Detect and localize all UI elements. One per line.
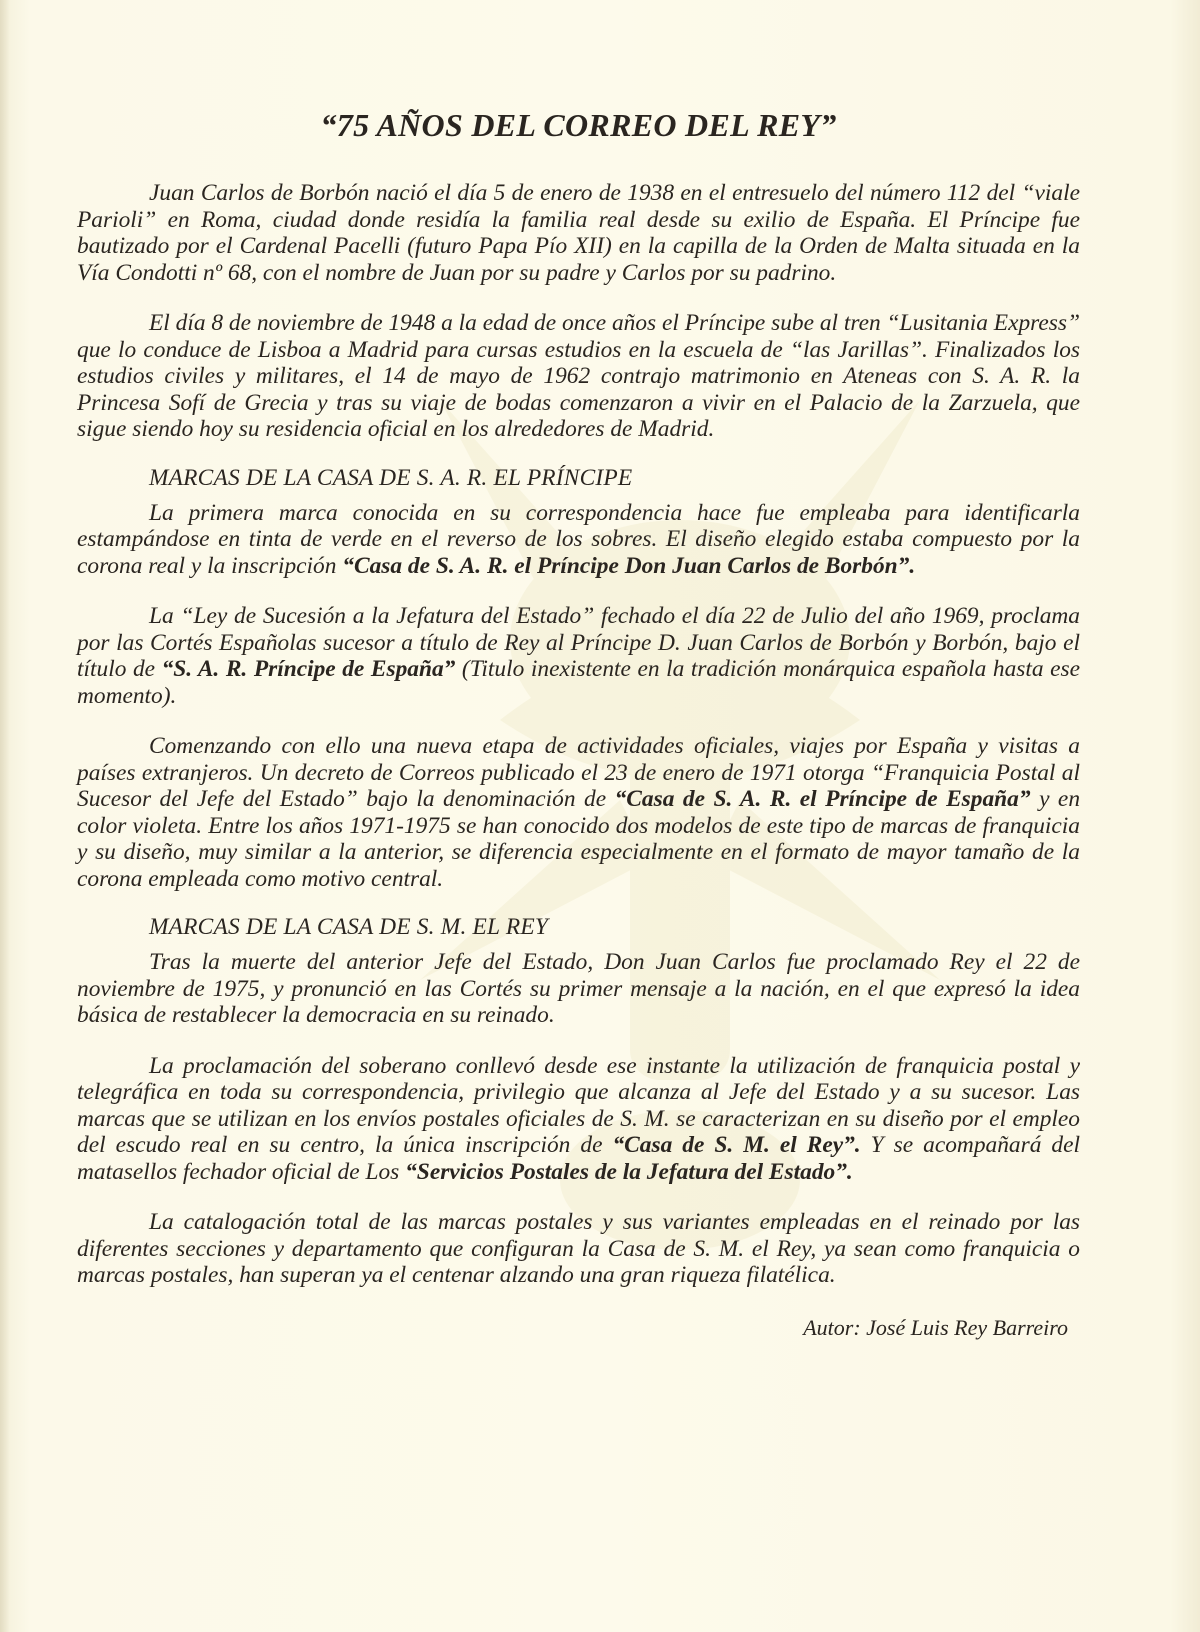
- text-run: El día 8 de noviembre de 1948 a la edad de once años el Príncipe sube al tren “Lusitania Express” que lo conduce de Lisboa a Madrid para cursas estudios en la escuela de “las Jarillas”. Finalizados los estudios civiles y militares, el 14 de mayo de 1962 contrajo matrimonio en Ateneas con S. A. R. la Princesa Sofí de Grecia y tras su viaje de bodas comenzaron a vivir en el Palacio de la Zarzuela, que sigue siendo hoy su residencia oficial en los alrededores de Madrid.: [77, 310, 1080, 442]
- author-line: Autor: José Luis Rey Barreiro: [803, 1314, 1068, 1340]
- paragraph: [77, 733, 1080, 892]
- document-content: [77, 106, 1080, 1341]
- bold-text-run: “Casa de S. M. el Rey”.: [612, 1132, 861, 1158]
- bold-text-run: “Casa de S. A. R. el Príncipe de España”: [614, 786, 1031, 812]
- page-fold-shadow: [0, 0, 10, 1632]
- text-run: Y se acompañará del matasellos fechador oficial de Los: [77, 1132, 1080, 1185]
- paragraph: [77, 1209, 1080, 1289]
- text-run: Tras la muerte del anterior Jefe del Estado, Don Juan Carlos fue proclamado Rey el 22 de noviembre de 1975, y pronunció en las Cortés su primer mensaje a la nación, en el que expresó la idea básica de restablecer la democracia en su reinado.: [77, 949, 1080, 1028]
- text-run: Juan Carlos de Borbón nació el día 5 de enero de 1938 en el entresuelo del número 112 del “viale Parioli” en Roma, ciudad donde residía la familia real desde su exilio de España. El Príncipe fue bautizado por el Cardenal Pacelli (futuro Papa Pío XII) en la capilla de la Orden de Malta situada en la Vía Condotti nº 68, con el nombre de Juan por su padre y Carlos por su padrino.: [77, 180, 1080, 286]
- section-heading: MARCAS DE LA CASA DE S. M. EL REY: [149, 914, 549, 940]
- text-run: Comenzando con ello una nueva etapa de actividades oficiales, viajes por España y visitas a países extranjeros. Un decreto de Correos publicado el 23 de enero de 1971 otorga “Franquicia Postal al Sucesor del Jefe del Estado” bajo la denominación de: [77, 733, 1080, 812]
- text-run: (Titulo inexistente en la tradición monárquica española hasta ese momento).: [77, 656, 1081, 709]
- section-heading: MARCAS DE LA CASA DE S. A. R. EL PRÍNCIPE: [149, 464, 633, 491]
- text-run: La “Ley de Sucesión a la Jefatura del Estado” fechado el día 22 de Julio del año 1969, proclama por las Cortés Españolas sucesor a título de Rey al Príncipe D. Juan Carlos de Borbón y Borbón, bajo el título de: [77, 603, 1080, 682]
- paragraph: [77, 1053, 1080, 1186]
- paragraph: [77, 949, 1080, 1029]
- page-title: “75 AÑOS DEL CORREO DEL REY”: [320, 107, 837, 143]
- text-run: y en color violeta. Entre los años 1971-1975 se han conocido dos modelos de este tipo de marcas de franquicia y su diseño, muy similar a la anterior, se diferencia especialmente en el formato de mayor tamaño de la corona empleada como motivo central.: [77, 786, 1081, 892]
- paragraph: [77, 310, 1080, 443]
- paragraph: [77, 603, 1080, 709]
- bold-text-run: “Servicios Postales de la Jefatura del Estado”.: [405, 1158, 853, 1185]
- text-run: La catalogación total de las marcas postales y sus variantes empleadas en el reinado por las diferentes secciones y departamento que configuran la Casa de S. M. el Rey, ya sean como franquicia o marcas postales, han superan ya el centenar alzando una gran riqueza filatélica.: [77, 1209, 1080, 1288]
- text-run: La proclamación del soberano conllevó desde ese instante la utilización de franquicia postal y telegráfica en toda su correspondencia, privilegio que alcanza al Jefe del Estado y a su sucesor. Las marcas que se utilizan en los envíos postales oficiales de S. M. se caracterizan en su diseño por el empleo del escudo real en su centro, la única inscripción de: [77, 1052, 1080, 1158]
- paragraph: [77, 500, 1080, 580]
- bold-text-run: “Casa de S. A. R. el Príncipe Don Juan Carlos de Borbón”.: [342, 552, 916, 579]
- text-run: La primera marca conocida en su correspondencia hace fue empleaba para identificarla estampándose en tinta de verde en el reverso de los sobres. El diseño elegido estaba compuesto por la corona real y la inscripción: [77, 499, 1080, 579]
- paragraph: [77, 180, 1080, 286]
- bold-text-run: “S. A. R. Príncipe de España”: [161, 656, 456, 682]
